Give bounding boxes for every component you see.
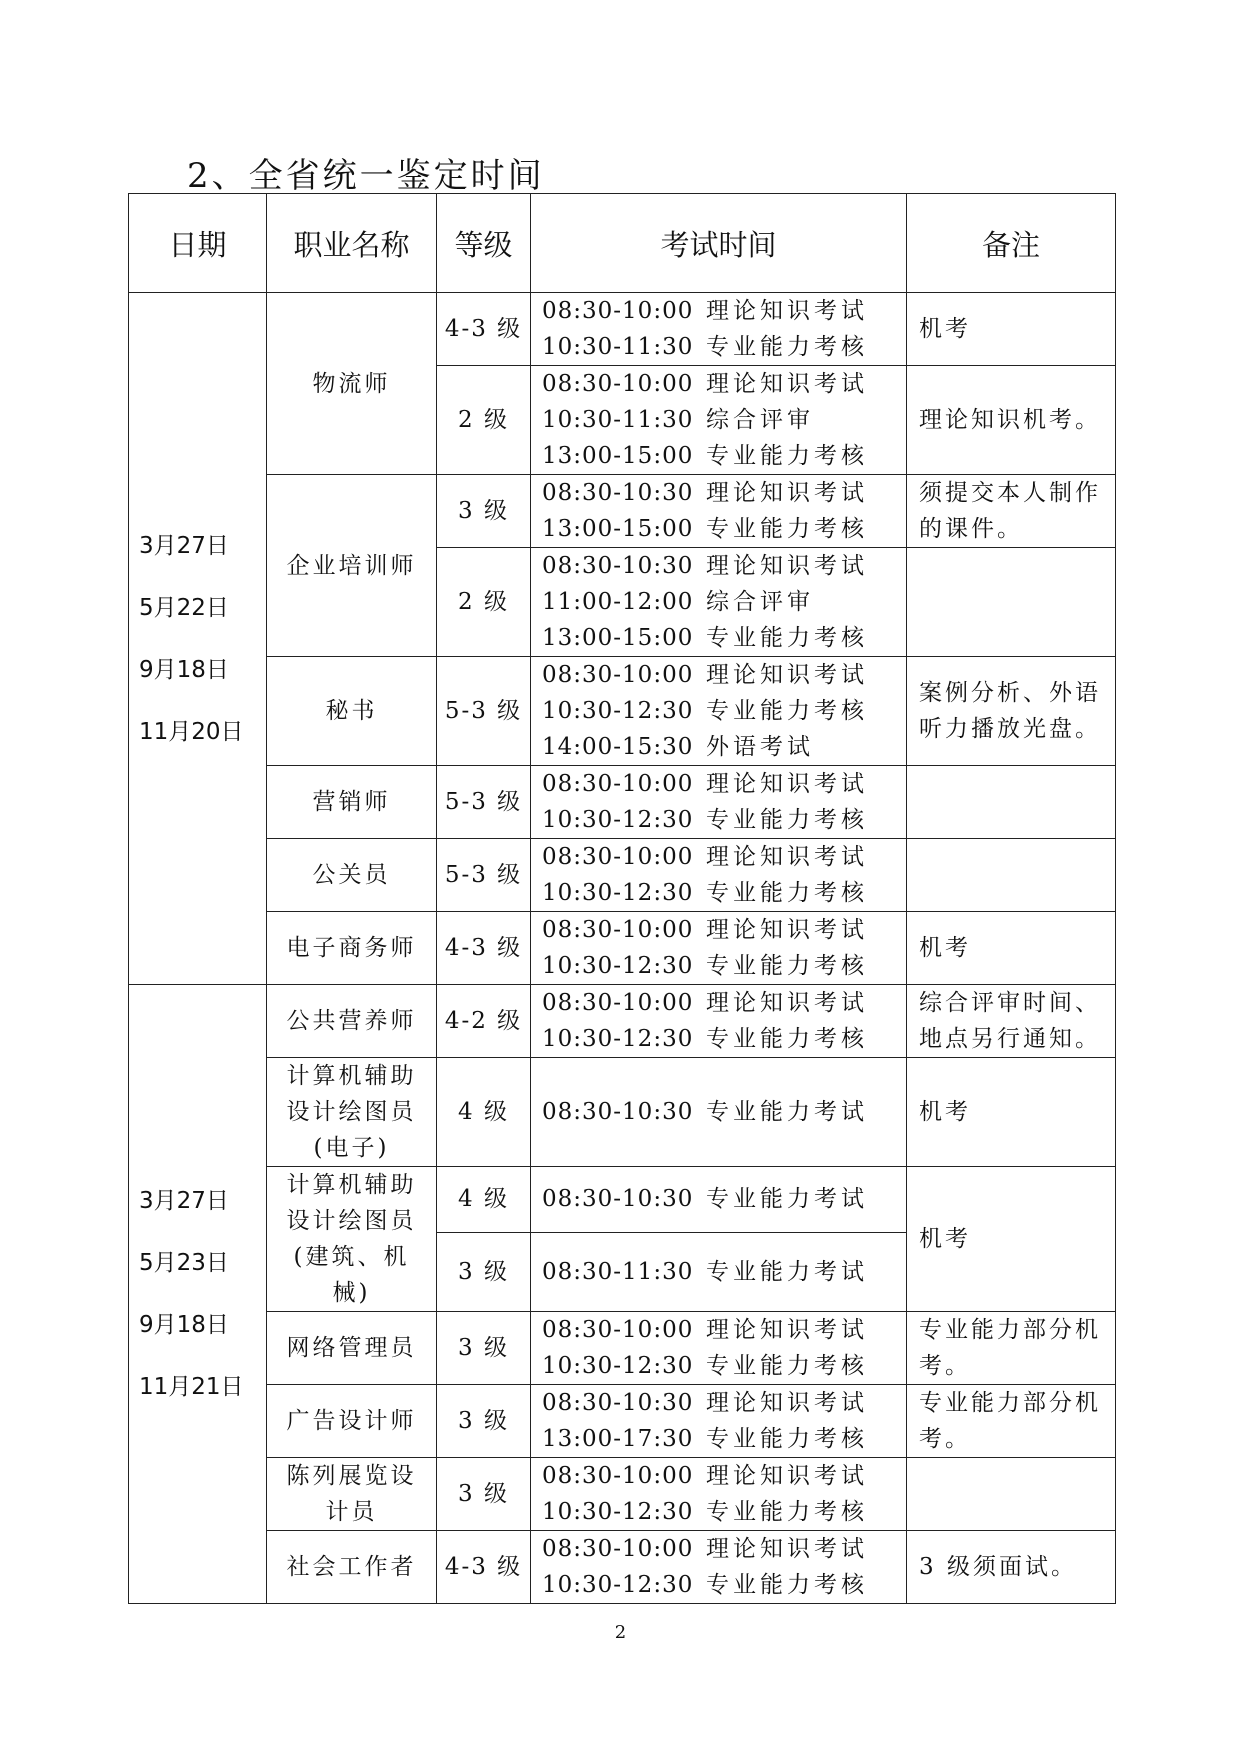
time-line: 08:30-10:00 理论知识考试 <box>542 662 868 688</box>
level-cell: 5-3 级 <box>437 657 531 766</box>
time-cell <box>531 1167 907 1233</box>
time-line: 08:30-10:00 理论知识考试 <box>542 298 868 324</box>
time-line: 08:30-10:00 理论知识考试 <box>542 1536 868 1562</box>
table-row <box>129 1167 1116 1233</box>
time-line: 08:30-11:30 专业能力考试 <box>542 1258 868 1285</box>
level-cell: 4 级 <box>437 1167 531 1233</box>
occupation-name: 物流师 <box>267 293 437 475</box>
header-date: 日期 <box>129 194 267 293</box>
time-line: 10:30-12:30 专业能力考核 <box>542 880 868 906</box>
time-line: 13:00-17:30 专业能力考核 <box>542 1426 868 1452</box>
time-line: 08:30-10:00 理论知识考试 <box>542 771 868 797</box>
time-cell <box>531 1312 907 1385</box>
time-cell <box>531 985 907 1058</box>
time-cell <box>531 1385 907 1458</box>
time-line: 08:30-10:00 理论知识考试 <box>542 371 868 397</box>
occupation-name: 社会工作者 <box>267 1531 437 1604</box>
time-cell <box>531 548 907 657</box>
time-line: 13:00-15:00 专业能力考核 <box>542 625 868 651</box>
time-line: 08:30-10:30 专业能力考试 <box>542 1186 868 1213</box>
occupation-name: 公共营养师 <box>267 985 437 1058</box>
time-line: 08:30-10:30 理论知识考试 <box>542 480 868 506</box>
time-line: 13:00-15:00 专业能力考核 <box>542 516 868 542</box>
occupation-name: 陈列展览设计员 <box>267 1458 437 1531</box>
level-cell: 3 级 <box>437 1385 531 1458</box>
date-item: 9月18日 <box>139 656 229 683</box>
time-cell <box>531 366 907 475</box>
table-row <box>129 1058 1116 1167</box>
note-cell: 机考 <box>907 293 1116 366</box>
note-cell: 机考 <box>907 1058 1116 1167</box>
time-cell <box>531 293 907 366</box>
table-row <box>129 985 1116 1058</box>
table-row <box>129 475 1116 548</box>
occupation-name: 公关员 <box>267 839 437 912</box>
time-line: 10:30-11:30 综合评审 <box>542 407 814 433</box>
date-item: 9月18日 <box>139 1312 229 1338</box>
level-cell: 3 级 <box>437 1232 531 1311</box>
date-group-1 <box>129 293 267 985</box>
occupation-name: 秘书 <box>267 657 437 766</box>
header-occupation: 职业名称 <box>267 194 437 293</box>
level-cell: 3 级 <box>437 1312 531 1385</box>
note-cell: 机考 <box>907 1167 1116 1312</box>
header-exam-time: 考试时间 <box>531 194 907 293</box>
level-cell: 5-3 级 <box>437 766 531 839</box>
time-line: 10:30-12:30 专业能力考核 <box>542 1026 868 1052</box>
date-item: 3月27日 <box>139 532 229 559</box>
level-cell: 2 级 <box>437 548 531 657</box>
level-cell: 4-3 级 <box>437 293 531 366</box>
time-cell <box>531 475 907 548</box>
table-row <box>129 1385 1116 1458</box>
section-heading: 2、全省统一鉴定时间 <box>187 156 545 196</box>
date-item: 5月23日 <box>139 1250 229 1276</box>
time-line: 10:30-12:30 专业能力考核 <box>542 807 868 833</box>
occupation-name: 企业培训师 <box>267 475 437 657</box>
level-cell: 3 级 <box>437 1458 531 1531</box>
note-cell: 机考 <box>907 912 1116 985</box>
table-row <box>129 766 1116 839</box>
time-line: 10:30-12:30 专业能力考核 <box>542 1572 868 1598</box>
time-line: 08:30-10:00 理论知识考试 <box>542 917 868 943</box>
table-row <box>129 912 1116 985</box>
time-line: 10:30-11:30 专业能力考核 <box>542 334 868 360</box>
level-cell: 2 级 <box>437 366 531 475</box>
time-line: 10:30-12:30 专业能力考核 <box>542 1499 868 1525</box>
occupation-name: 网络管理员 <box>267 1312 437 1385</box>
level-cell: 4-2 级 <box>437 985 531 1058</box>
level-cell: 4-3 级 <box>437 1531 531 1604</box>
header-note: 备注 <box>907 194 1116 293</box>
time-line: 10:30-12:30 专业能力考核 <box>542 1353 868 1379</box>
time-line: 13:00-15:00 专业能力考核 <box>542 443 868 469</box>
table-row <box>129 293 1116 366</box>
time-cell <box>531 1058 907 1167</box>
level-cell: 4 级 <box>437 1058 531 1167</box>
header-row <box>129 194 1116 293</box>
date-item: 11月21日 <box>139 1374 244 1400</box>
level-cell: 4-3 级 <box>437 912 531 985</box>
table-row <box>129 839 1116 912</box>
time-line: 08:30-10:00 理论知识考试 <box>542 844 868 870</box>
note-cell <box>907 839 1116 912</box>
occupation-name: 计算机辅助设计绘图员(电子) <box>267 1058 437 1167</box>
note-cell: 理论知识机考。 <box>907 366 1116 475</box>
date-group-2 <box>129 985 267 1604</box>
occupation-name: 营销师 <box>267 766 437 839</box>
time-cell <box>531 912 907 985</box>
note-cell <box>907 1458 1116 1531</box>
note-cell: 案例分析、外语听力播放光盘。 <box>907 657 1116 766</box>
note-cell: 综合评审时间、地点另行通知。 <box>907 985 1116 1058</box>
time-line: 10:30-12:30 专业能力考核 <box>542 953 868 979</box>
occupation-name: 电子商务师 <box>267 912 437 985</box>
time-line: 11:00-12:00 综合评审 <box>542 589 814 615</box>
table-row <box>129 1458 1116 1531</box>
time-cell <box>531 1232 907 1311</box>
note-cell <box>907 766 1116 839</box>
note-cell: 3 级须面试。 <box>907 1531 1116 1604</box>
table-row <box>129 657 1116 766</box>
time-line: 08:30-10:00 理论知识考试 <box>542 990 868 1016</box>
time-line: 08:30-10:00 理论知识考试 <box>542 1317 868 1343</box>
occupation-name: 计算机辅助设计绘图员(建筑、机械) <box>267 1167 437 1312</box>
note-cell: 专业能力部分机考。 <box>907 1385 1116 1458</box>
table-row <box>129 1531 1116 1604</box>
note-cell <box>907 548 1116 657</box>
time-cell <box>531 1458 907 1531</box>
note-cell: 须提交本人制作的课件。 <box>907 475 1116 548</box>
table-row <box>129 1312 1116 1385</box>
date-item: 11月20日 <box>139 718 244 745</box>
time-cell <box>531 1531 907 1604</box>
date-item: 5月22日 <box>139 594 229 621</box>
page-number: 2 <box>614 1622 627 1643</box>
time-cell <box>531 766 907 839</box>
exam-schedule-table <box>128 193 1116 1604</box>
time-cell <box>531 657 907 766</box>
time-line: 08:30-10:30 理论知识考试 <box>542 1390 868 1416</box>
time-cell <box>531 839 907 912</box>
time-line: 08:30-10:30 专业能力考试 <box>542 1099 868 1125</box>
time-line: 14:00-15:30 外语考试 <box>542 734 814 760</box>
note-cell: 专业能力部分机考。 <box>907 1312 1116 1385</box>
header-level: 等级 <box>437 194 531 293</box>
date-item: 3月27日 <box>139 1188 229 1214</box>
time-line: 10:30-12:30 专业能力考核 <box>542 698 868 724</box>
level-cell: 3 级 <box>437 475 531 548</box>
time-line: 08:30-10:30 理论知识考试 <box>542 553 868 579</box>
occupation-name: 广告设计师 <box>267 1385 437 1458</box>
level-cell: 5-3 级 <box>437 839 531 912</box>
time-line: 08:30-10:00 理论知识考试 <box>542 1463 868 1489</box>
